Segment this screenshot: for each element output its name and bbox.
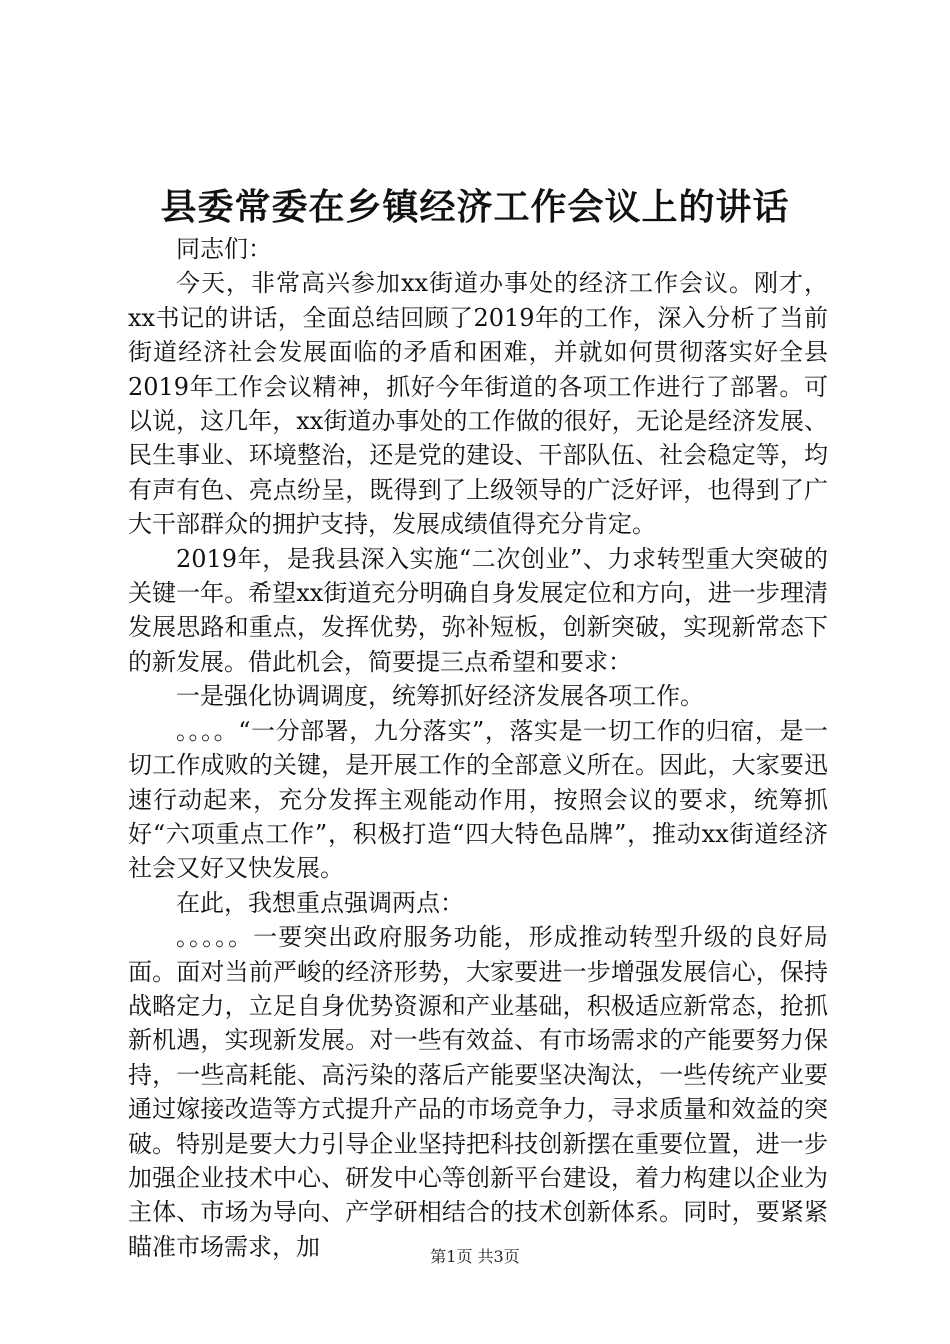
- section-heading-paragraph: 一是强化协调调度，统筹抓好经济发展各项工作。: [176, 682, 704, 711]
- salutation-paragraph: 同志们：: [176, 235, 272, 263]
- body-paragraph: 。。。。“一分部署，九分落实”，落实是一切工作的归宿，是一切工作成败的关键，是开展工作的全部意义所在。因此，大家要迅速行动起来，充分发挥主观能动作用，按照会议的要求，统筹抓好“六项重点工作”，积极打造“四大特色品牌”，推动xx街道经济社会又好又快发展。: [128, 716, 828, 883]
- body-paragraph: 。。。。。一要突出政府服务功能，形成推动转型升级的良好局面。面对当前严峻的经济形势，大家要进一步增强发展信心，保持战略定力，立足自身优势资源和产业基础，积极适应新常态，抢抓新机遇，实现新发展。对一些有效益、有市场需求的产能要努力保持，一些高耗能、高污染的落后产能要坚决淘汰，一些传统产业要通过嫁接改造等方式提升产品的市场竞争力，寻求质量和效益的突破。特别是要大力引导企业坚持把科技创新摆在重要位置，进一步加强企业技术中心、研发中心等创新平台建设，着力构建以企业为主体、市场为导向、产学研相结合的技术创新体系。同时，要紧紧瞄准市场需求，加: [128, 923, 828, 1261]
- body-paragraph: 在此，我想重点强调两点：: [176, 888, 464, 917]
- document-title: 县委常委在乡镇经济工作会议上的讲话: [160, 186, 790, 228]
- body-paragraph: 2019年，是我县深入实施“二次创业”、力求转型重大突破的关键一年。希望xx街道充分明确自身发展定位和方向，进一步理清发展思路和重点，发挥优势，弥补短板，创新突破，实现新常态下的新发展。借此机会，简要提三点希望和要求：: [128, 544, 828, 676]
- body-paragraph: 今天，非常高兴参加xx街道办事处的经济工作会议。刚才，xx书记的讲话，全面总结回顾了2019年的工作，深入分析了当前街道经济社会发展面临的矛盾和困难，并就如何贯彻落实好全县2019年工作会议精神，抓好今年街道的各项工作进行了部署。可以说，这几年，xx街道办事处的工作做的很好，无论是经济发展、民生事业、环境整治，还是党的建设、干部队伍、社会稳定等，均有声有色、亮点纷呈，既得到了上级领导的广泛好评，也得到了广大干部群众的拥护支持，发展成绩值得充分肯定。: [128, 269, 828, 539]
- document-body: [128, 232, 828, 1264]
- page-footer: 第1页 共3页: [430, 1247, 520, 1266]
